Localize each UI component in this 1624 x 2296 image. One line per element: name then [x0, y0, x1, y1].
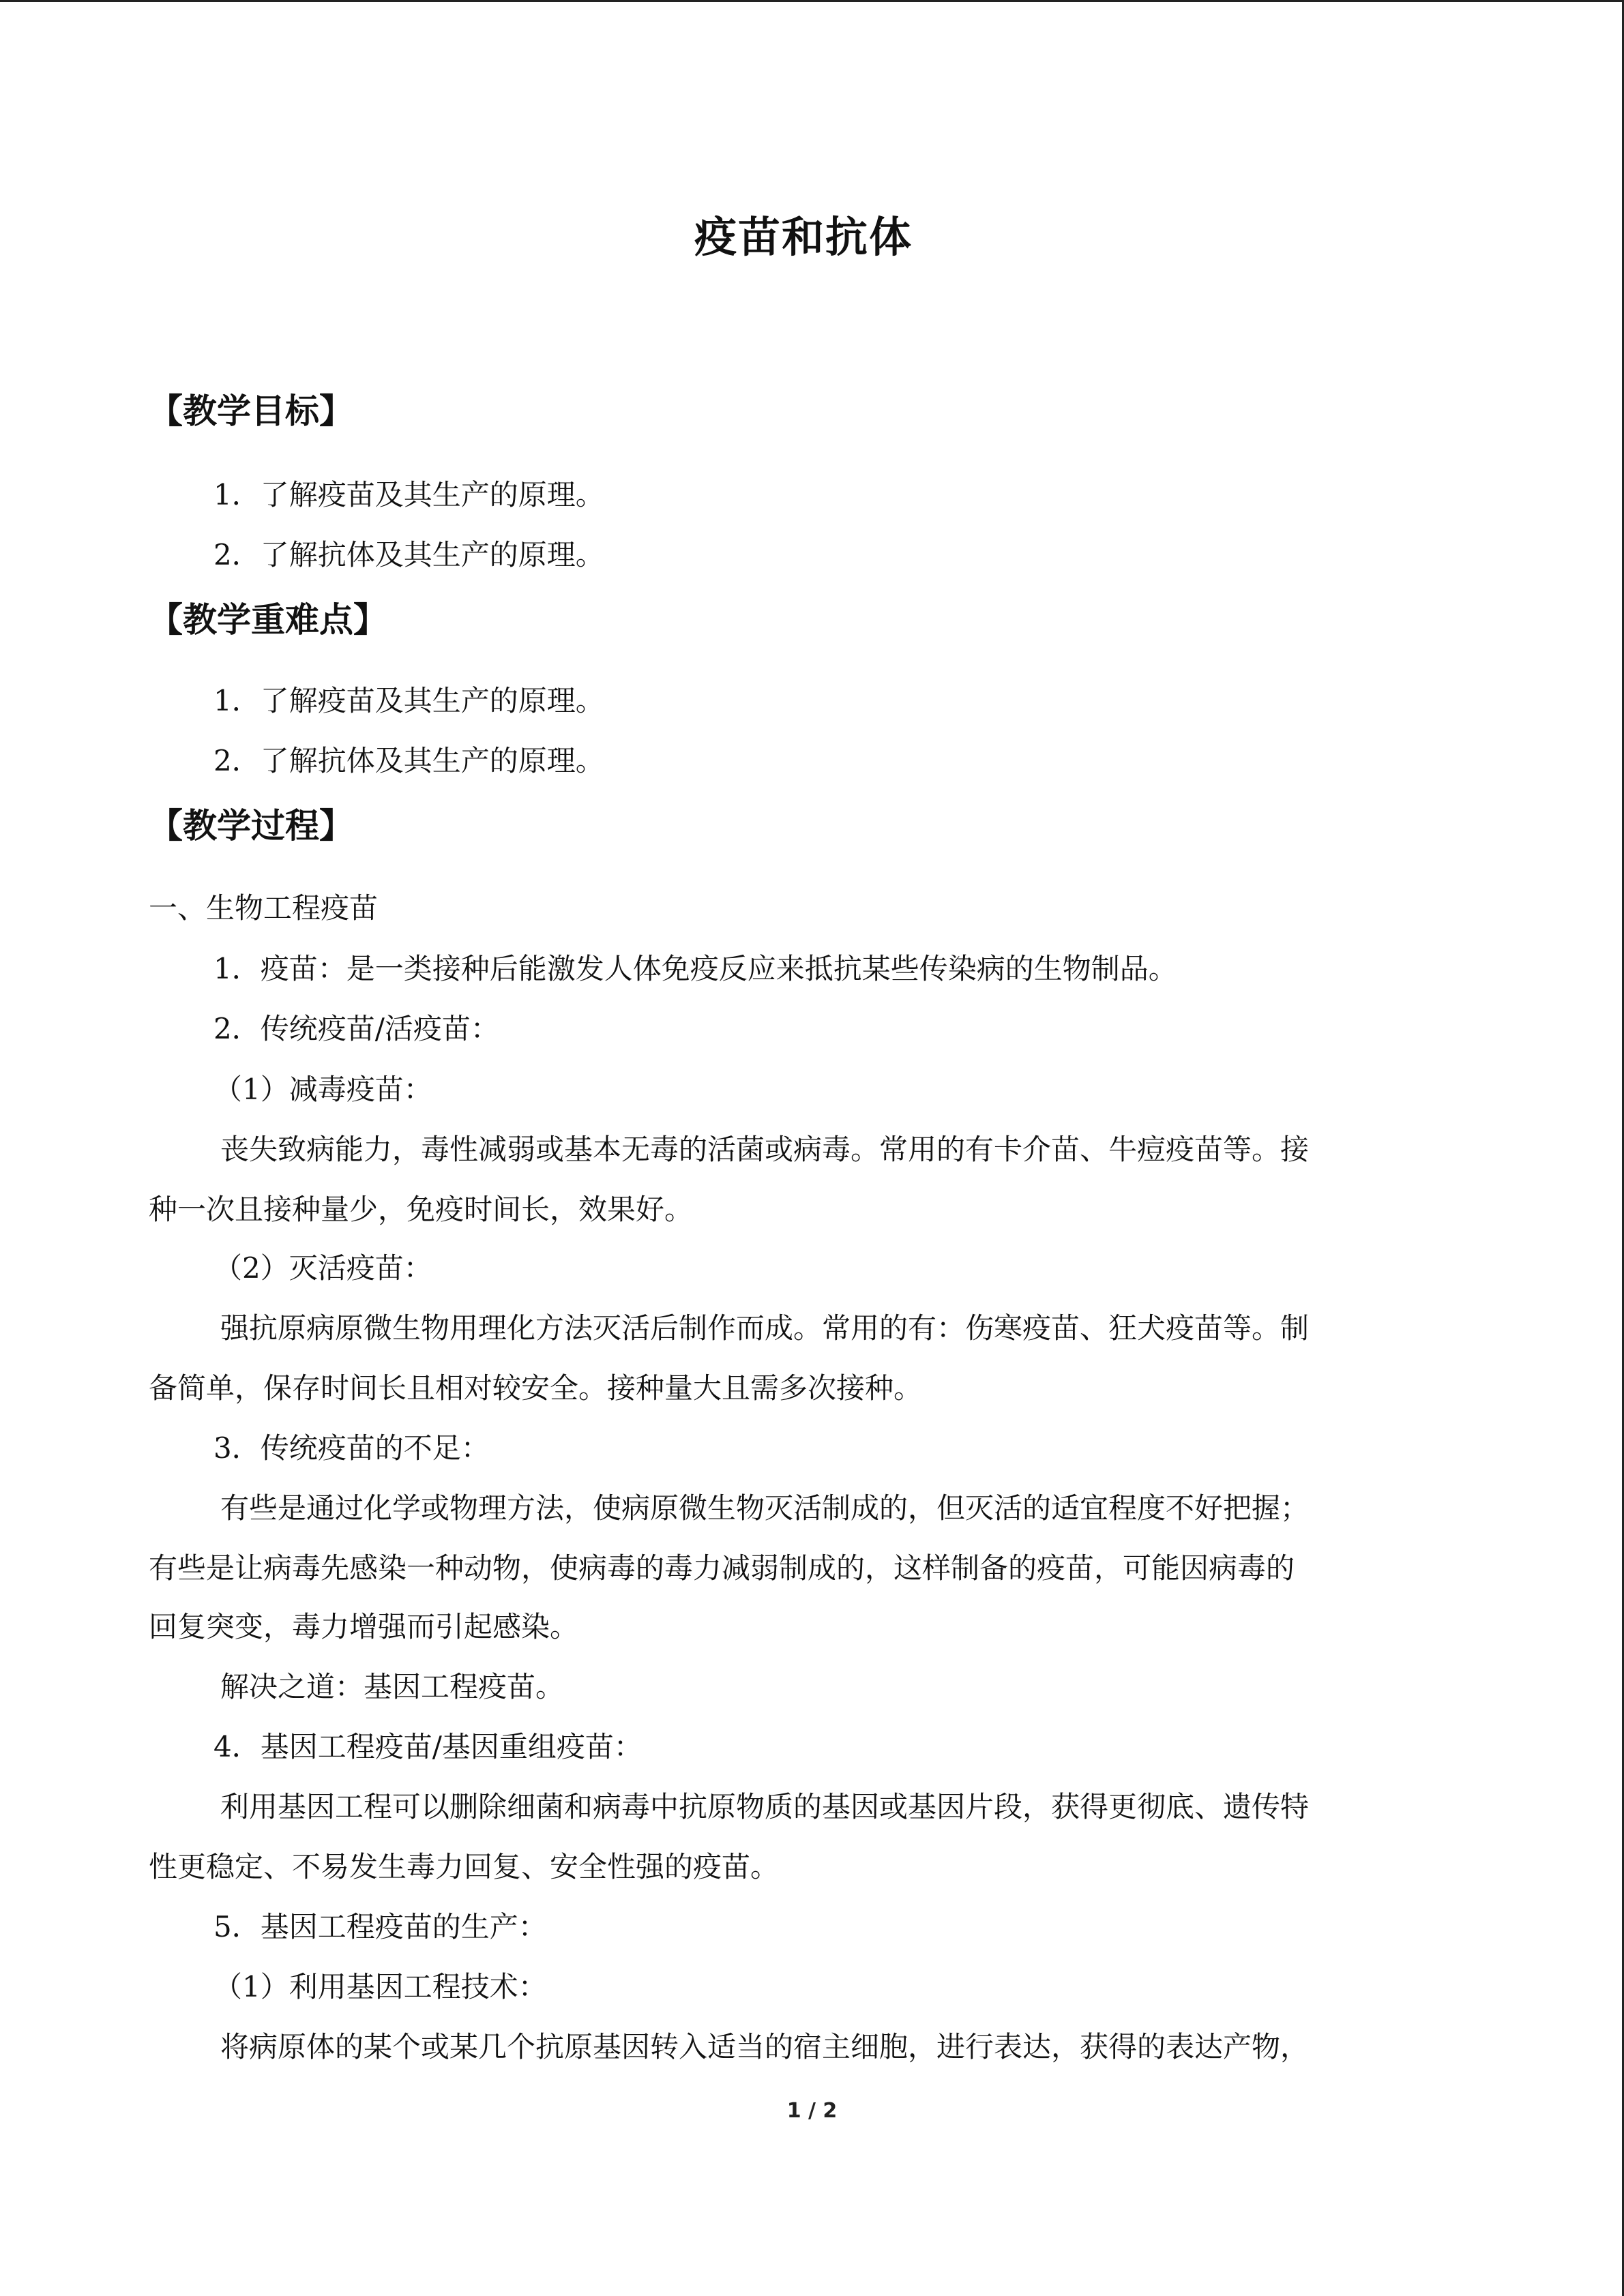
heading-teaching-process: 【教学过程】: [149, 806, 353, 846]
document-title: 疫苗和抗体: [694, 212, 913, 262]
process-line: 将病原体的某个或某几个抗原基因转入适当的宿主细胞，进行表达，获得的表达产物，: [220, 2030, 1310, 2063]
process-line: 有些是让病毒先感染一种动物，使病毒的毒力减弱制成的，这样制备的疫苗，可能因病毒的: [149, 1551, 1295, 1585]
process-line: 解决之道：基因工程疫苗。: [220, 1670, 565, 1703]
goal-item-2: 2．了解抗体及其生产的原理。: [213, 538, 604, 571]
process-line: 3．传统疫苗的不足：: [213, 1431, 490, 1465]
page-top-border: [0, 0, 1624, 2]
heading-key-difficult-points: 【教学重难点】: [149, 600, 387, 640]
process-line: 2．传统疫苗/活疫苗：: [213, 1012, 499, 1045]
process-line: （1）利用基因工程技术：: [213, 1970, 547, 2003]
process-line: 一、生物工程疫苗: [149, 891, 379, 925]
process-line: 4．基因工程疫苗/基因重组疫苗：: [213, 1730, 643, 1763]
process-line: 强抗原病原微生物用理化方法灭活后制作而成。常用的有：伤寒疫苗、狂犬疫苗等。制: [220, 1311, 1310, 1345]
process-line: （1）减毒疫苗：: [213, 1073, 432, 1106]
goal-item-1: 1．了解疫苗及其生产的原理。: [213, 478, 604, 511]
process-line: 种一次且接种量少，免疫时间长，效果好。: [149, 1193, 694, 1226]
process-line: 1．疫苗：是一类接种后能激发人体免疫反应来抵抗某些传染病的生物制品。: [213, 952, 1177, 985]
process-line: 备简单，保存时间长且相对较安全。接种量大且需多次接种。: [149, 1371, 923, 1405]
process-line: 丧失致病能力，毒性减弱或基本无毒的活菌或病毒。常用的有卡介苗、牛痘疫苗等。接: [220, 1133, 1310, 1166]
key-point-item-1: 1．了解疫苗及其生产的原理。: [213, 684, 604, 717]
process-line: 有些是通过化学或物理方法，使病原微生物灭活制成的，但灭活的适宜程度不好把握；: [220, 1491, 1310, 1525]
process-line: 利用基因工程可以删除细菌和病毒中抗原物质的基因或基因片段，获得更彻底、遗传特: [220, 1790, 1310, 1823]
process-line: 回复突变，毒力增强而引起感染。: [149, 1610, 579, 1643]
key-point-item-2: 2．了解抗体及其生产的原理。: [213, 744, 604, 777]
page-number: 1 / 2: [786, 2099, 838, 2123]
process-line: （2）灭活疫苗：: [213, 1251, 432, 1285]
process-line: 性更稳定、不易发生毒力回复、安全性强的疫苗。: [149, 1850, 780, 1883]
process-line: 5．基因工程疫苗的生产：: [213, 1910, 547, 1943]
heading-teaching-goals: 【教学目标】: [149, 391, 353, 431]
